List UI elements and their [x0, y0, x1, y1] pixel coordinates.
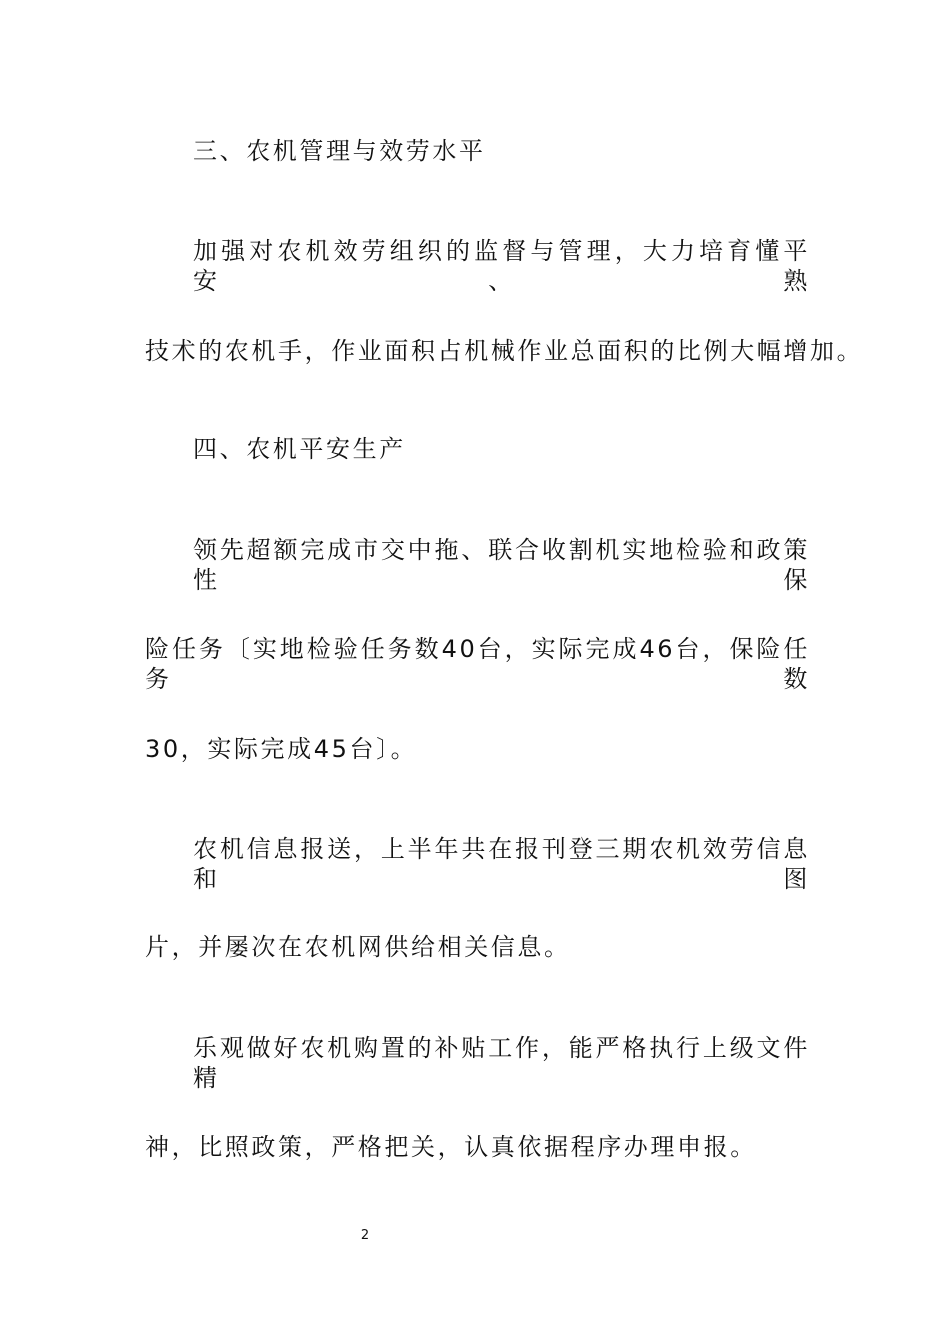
paragraph-line: 神，比照政策，严格把关，认真依据程序办理申报。 — [145, 1133, 757, 1161]
paragraph-line: 加强对农机效劳组织的监督与管理，大力培育懂平安、熟 — [193, 237, 810, 295]
paragraph-line: 技术的农机手，作业面积占机械作业总面积的比例大幅增加。 — [145, 337, 864, 365]
paragraph-line: 农机信息报送，上半年共在报刊登三期农机效劳信息和图 — [193, 835, 810, 893]
paragraph-line: 30，实际完成45台〕。 — [145, 735, 418, 763]
paragraph-line: 领先超额完成市交中拖、联合收割机实地检验和政策性保 — [193, 536, 810, 594]
section-heading-3: 三、农机管理与效劳水平 — [193, 137, 486, 165]
paragraph-line: 险任务〔实地检验任务数40台，实际完成46台，保险任务数 — [145, 635, 810, 693]
section-heading-4: 四、农机平安生产 — [193, 435, 406, 463]
paragraph-line: 片，并屡次在农机网供给相关信息。 — [145, 933, 571, 961]
paragraph-line: 乐观做好农机购置的补贴工作，能严格执行上级文件精 — [193, 1034, 810, 1092]
page-number: 2 — [360, 1228, 370, 1243]
